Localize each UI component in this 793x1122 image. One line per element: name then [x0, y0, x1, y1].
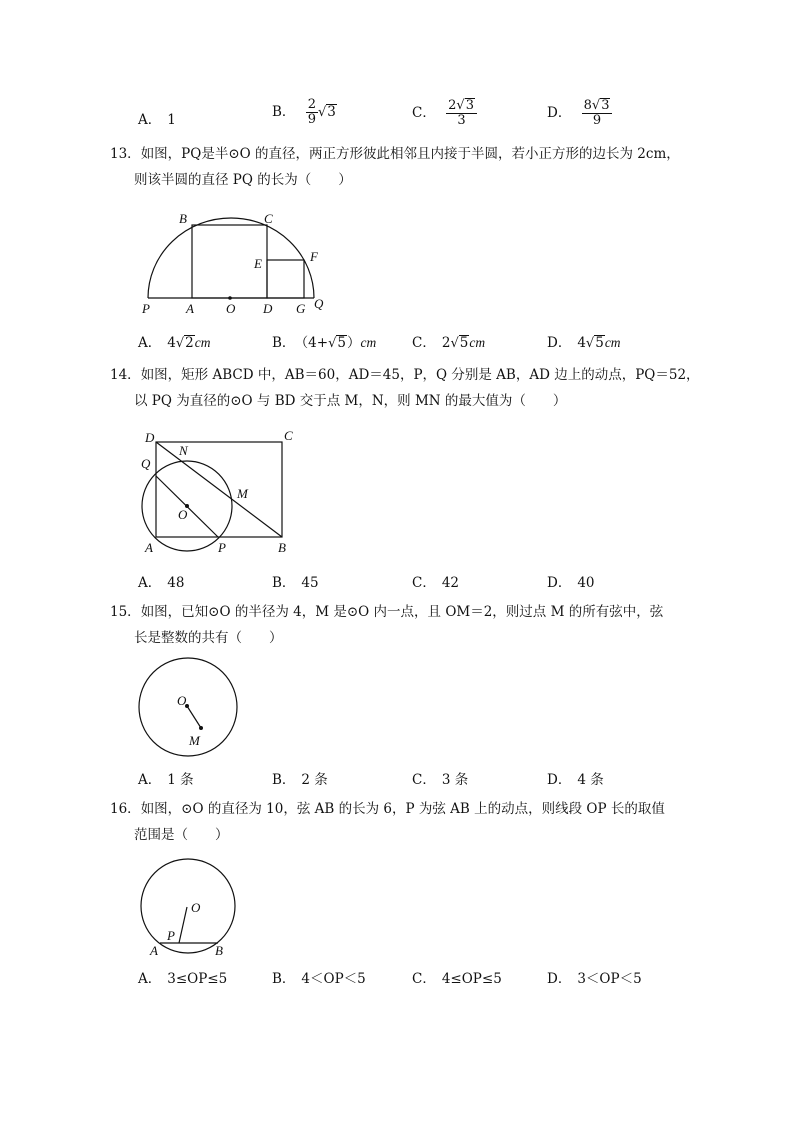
label-g: G	[296, 301, 306, 316]
q16-option-a[interactable]: A． 3≤OP≤5	[138, 971, 228, 987]
fraction: $\frac{8√3}{9}$	[582, 98, 613, 128]
segment-op	[179, 907, 187, 943]
label-d: D	[145, 430, 155, 445]
q14-line2: 以 PQ 为直径的⊙O 与 BD 交于点 M，N，则 MN 的最大值为（ ）	[134, 393, 567, 409]
q13-figure	[130, 205, 340, 320]
q16-figure	[136, 855, 246, 960]
label-p: P	[218, 540, 226, 555]
q16-option-c[interactable]: C． 4≤OP≤5	[412, 971, 502, 987]
label-b: B	[215, 943, 223, 958]
q15-figure	[132, 655, 244, 761]
label-p: P	[142, 301, 150, 316]
q16-option-d[interactable]: D． 3＜OP＜5	[547, 971, 642, 987]
sqrt-icon: √	[456, 98, 465, 113]
q14-option-c[interactable]: C． 42	[412, 575, 460, 591]
label-o: O	[178, 507, 188, 522]
label-o: O	[177, 693, 187, 708]
label-p: P	[167, 928, 175, 943]
label-d: D	[263, 301, 273, 316]
label-f: F	[310, 249, 318, 264]
segment-om	[187, 706, 201, 728]
diagonal-bd	[156, 442, 282, 537]
label-n: N	[179, 443, 188, 458]
fraction: $\frac{2}{9}$	[307, 97, 316, 127]
label-q: Q	[314, 296, 324, 311]
q12-option-a[interactable]: A． 1	[138, 112, 176, 128]
label-c: C	[264, 211, 273, 226]
label-e: E	[254, 256, 262, 271]
label-c: C	[284, 428, 293, 443]
q14-figure	[138, 428, 308, 558]
label-b: B	[179, 211, 187, 226]
label-q: Q	[141, 456, 151, 471]
circle-o	[141, 859, 235, 953]
q15-line1: 15．如图，已知⊙O 的半径为 4，M 是⊙O 内一点，且 OM＝2，则过点 M 的所有弦中，弦	[110, 604, 664, 620]
q13-option-a[interactable]: A． 4√2cm	[138, 335, 211, 351]
q16-line1: 16．如图，⊙O 的直径为 10，弦 AB 的长为 6，P 为弦 AB 上的动点，则线段 OP 长的取值	[110, 801, 665, 817]
q12-option-b[interactable]: B． $\frac{2}{9}$ √3	[272, 97, 336, 127]
center-point-o	[228, 296, 232, 300]
q14-option-a[interactable]: A． 48	[138, 575, 185, 591]
point-m	[199, 726, 203, 730]
sqrt-icon: √	[591, 98, 601, 113]
label-m: M	[189, 733, 200, 748]
label-o: O	[226, 301, 236, 316]
q15-stem	[110, 599, 664, 651]
sqrt-icon: √	[450, 336, 459, 351]
q15-option-a[interactable]: A． 1 条	[138, 772, 194, 788]
label-a: A	[150, 943, 158, 958]
q13-option-c[interactable]: C． 2√5cm	[412, 335, 486, 351]
q15-option-b[interactable]: B． 2 条	[272, 772, 328, 788]
q12-option-d[interactable]: D． $\frac{8√3}{9}$	[547, 98, 612, 128]
q13-line2: 则该半圆的直径 PQ 的长为（ ）	[134, 172, 352, 188]
q16-line2: 范围是（ ）	[134, 827, 229, 843]
semicircle-arc	[148, 218, 314, 298]
q14-stem	[110, 362, 700, 414]
q16-option-b[interactable]: B． 4＜OP＜5	[272, 971, 366, 987]
q13-option-b[interactable]: B． （4+√5）cm	[272, 335, 377, 351]
q16-stem	[110, 796, 665, 848]
sqrt-icon: √	[328, 336, 337, 351]
label-b: B	[278, 540, 286, 555]
q13-stem	[110, 141, 680, 193]
q12-option-c[interactable]: C． $\frac{2√3}{3}$	[412, 98, 477, 128]
label-a: A	[145, 540, 153, 555]
q13-line1: 13．如图，PQ是半⊙O 的直径，两正方形彼此相邻且内接于半圆，若小正方形的边长为 2cm，	[110, 146, 680, 162]
q14-line1: 14．如图，矩形 ABCD 中，AB＝60，AD＝45，P，Q 分别是 AB，AD 边上的动点，PQ＝52，	[110, 367, 700, 383]
q14-option-d[interactable]: D． 40	[547, 575, 595, 591]
q15-option-c[interactable]: C． 3 条	[412, 772, 469, 788]
q15-option-d[interactable]: D． 4 条	[547, 772, 604, 788]
small-square	[267, 260, 304, 298]
sqrt-icon: √	[585, 336, 595, 351]
label-m: M	[237, 486, 248, 501]
q14-option-b[interactable]: B． 45	[272, 575, 319, 591]
q13-option-d[interactable]: D． 4√5cm	[547, 335, 621, 351]
fraction: $\frac{2√3}{3}$	[446, 98, 477, 128]
sqrt-icon: √	[318, 105, 327, 120]
q15-line2: 长是整数的共有（ ）	[134, 630, 283, 646]
label-a: A	[186, 301, 194, 316]
label-o: O	[191, 900, 201, 915]
sqrt-icon: √	[175, 336, 185, 351]
